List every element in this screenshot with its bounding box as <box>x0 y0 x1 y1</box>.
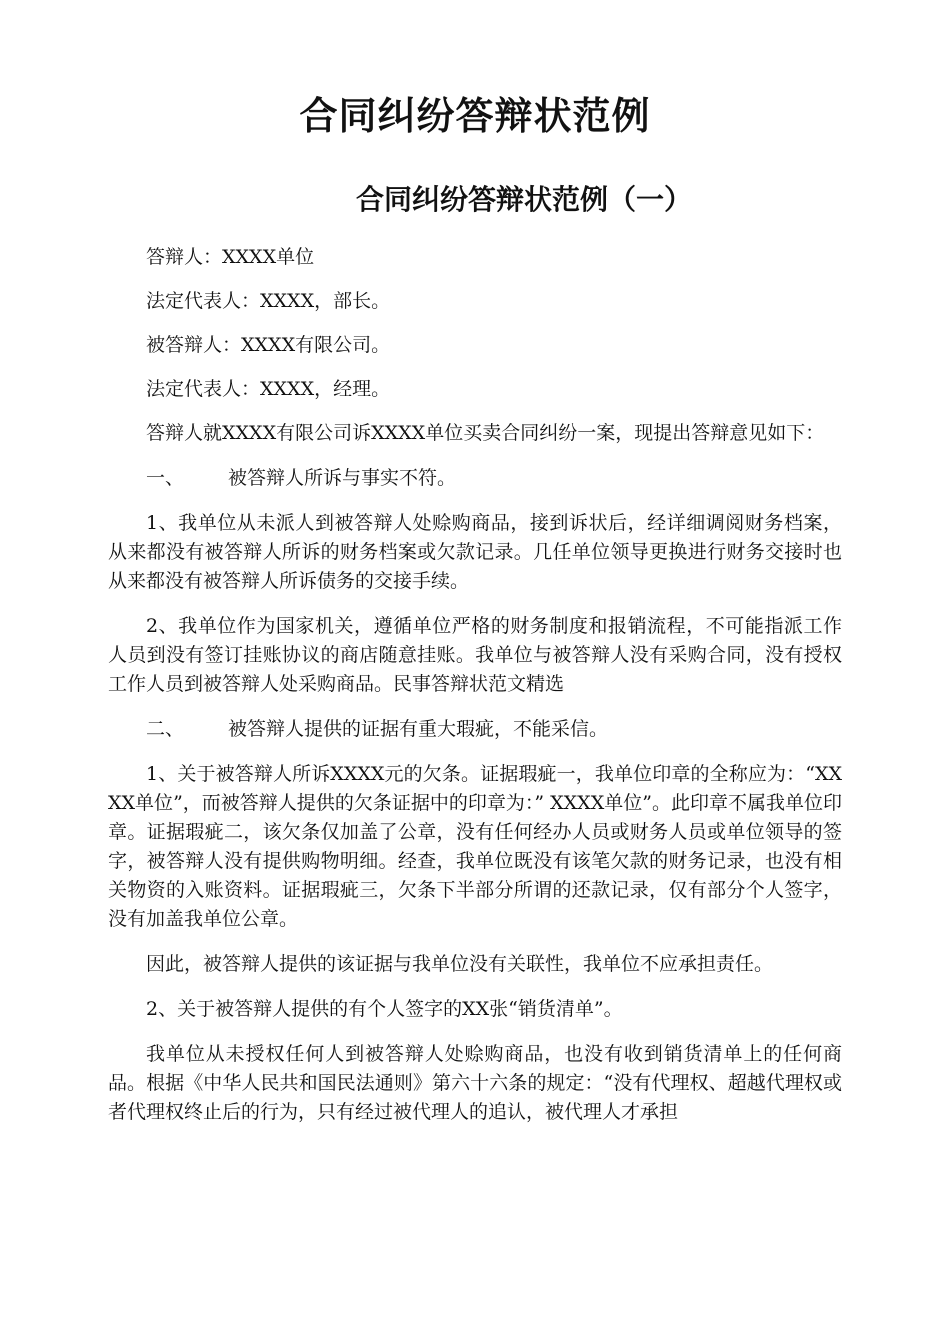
party-respondent-representative: 法定代表人：XXXX，部长。 <box>146 290 391 312</box>
intro-paragraph: 答辩人就XXXX有限公司诉XXXX单位买卖合同纠纷一案，现提出答辩意见如下： <box>146 422 825 444</box>
document-subtitle: 合同纠纷答辩状范例（一） <box>356 183 693 216</box>
section-2-heading <box>108 715 842 744</box>
section-1-heading-text: 被答辩人所诉与事实不符。 <box>228 467 457 489</box>
section-2-paragraph-4: 我单位从未授权任何人到被答辩人处赊购商品，也没有收到销货清单上的任何商品。根据《中华人民共和国民法通则》第六十六条的规定：“没有代理权、超越代理权或者代理权终止后的行为，只有经过被代理人的追认，被代理人才承担 <box>108 1043 842 1123</box>
section-2-heading-text: 被答辩人提供的证据有重大瑕疵，不能采信。 <box>228 718 609 740</box>
section-2-paragraph-3: 2、关于被答辩人提供的有个人签字的XX张“销货清单”。 <box>146 998 623 1020</box>
section-2-number: 二、 <box>146 718 185 740</box>
party-claimant: 被答辩人：XXXX有限公司。 <box>146 334 391 356</box>
section-1-heading <box>108 464 842 493</box>
section-1-number: 一、 <box>146 467 185 489</box>
party-claimant-representative: 法定代表人：XXXX，经理。 <box>146 378 391 400</box>
section-2-paragraph-1: 1、关于被答辩人所诉XXXX元的欠条。证据瑕疵一，我单位印章的全称应为：“XXXX单位”，而被答辩人提供的欠条证据中的印章为：” XXXX单位”。此印章不属我单位印章。证据瑕疵二，该欠条仅加盖了公章，没有任何经办人员或财务人员或单位领导的签字，被答辩人没有提供购物明细。经查，我单位既没有该笔欠款的财务记录，也没有相关物资的入账资料。证据瑕疵三，欠条下半部分所谓的还款记录，仅有部分个人签字，没有加盖我单位公章。 <box>108 763 842 930</box>
section-2-paragraph-2: 因此，被答辩人提供的该证据与我单位没有关联性，我单位不应承担责任。 <box>146 953 774 975</box>
section-1-paragraph-1: 1、我单位从未派人到被答辩人处赊购商品，接到诉状后，经详细调阅财务档案，从来都没有被答辩人所诉的财务档案或欠款记录。几任单位领导更换进行财务交接时也从来都没有被答辩人所诉债务的交接手续。 <box>108 512 842 592</box>
document-title: 合同纠纷答辩状范例 <box>299 93 651 138</box>
section-1-paragraph-2: 2、我单位作为国家机关，遵循单位严格的财务制度和报销流程，不可能指派工作人员到没有签订挂账协议的商店随意挂账。我单位与被答辩人没有采购合同，没有授权工作人员到被答辩人处采购商品。民事答辩状范文精选 <box>108 615 842 695</box>
party-respondent: 答辩人：XXXX单位 <box>146 246 315 268</box>
document-body <box>108 243 842 1143</box>
